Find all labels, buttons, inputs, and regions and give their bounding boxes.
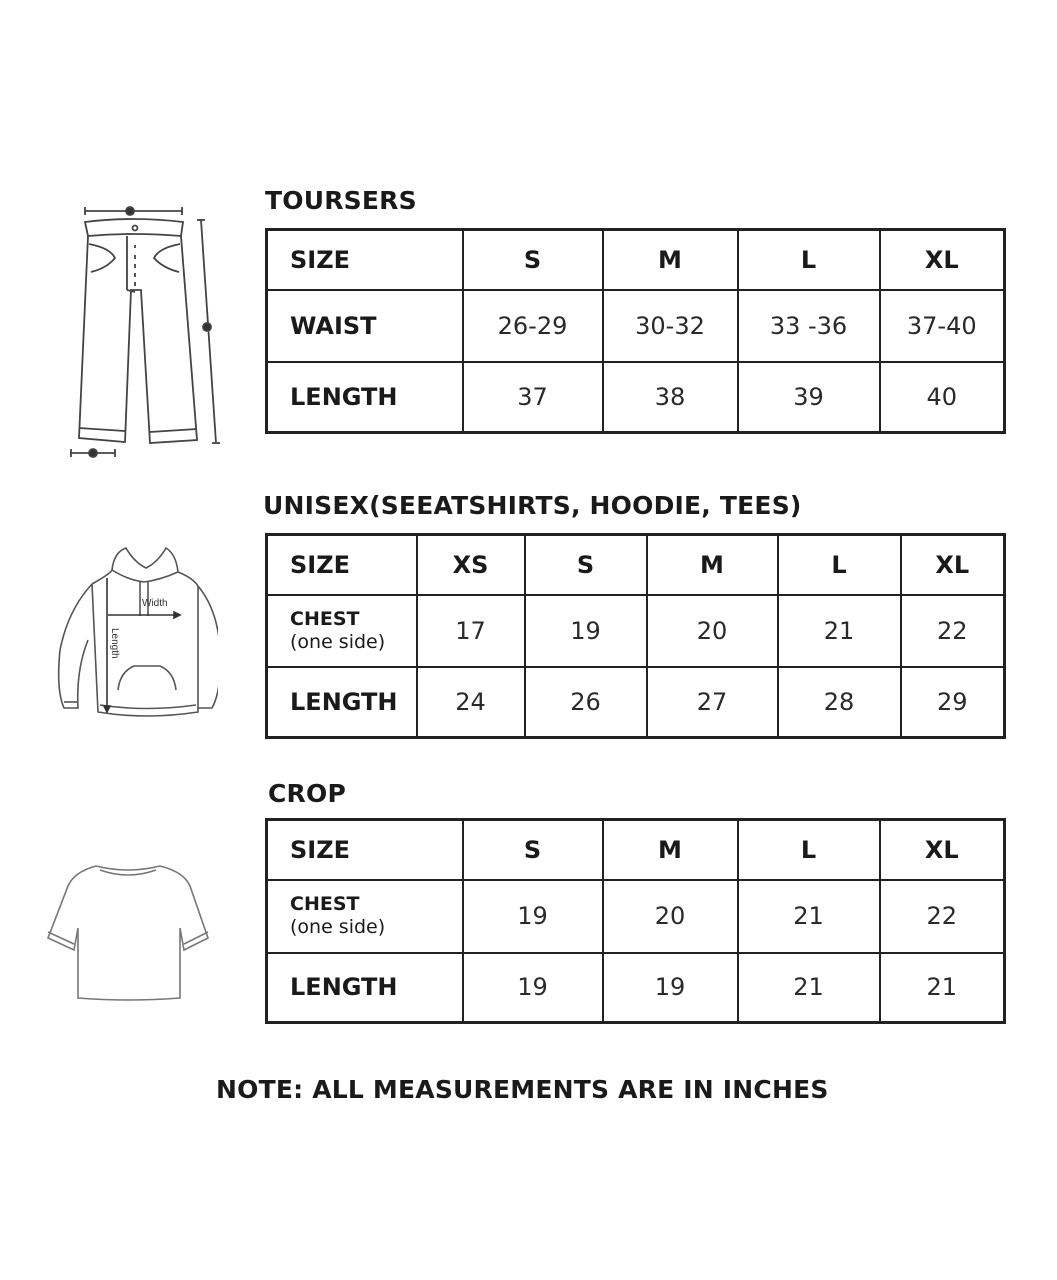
cell-waist-s: 26-29 [463,290,603,362]
row-label-length: LENGTH [267,953,463,1023]
table-row-length [267,953,1005,1023]
cell-length-s: 37 [463,362,603,433]
header-size-l: L [738,820,880,880]
row-label-chest-main: CHEST [290,607,360,630]
measurement-note: NOTE: ALL MEASUREMENTS ARE IN INCHES [216,1075,829,1104]
cell-length-m: 19 [603,953,738,1023]
header-size-s: S [463,820,603,880]
cell-chest-l: 21 [778,595,901,667]
cell-length-xl: 29 [901,667,1005,738]
hoodie-length-label: Length [109,628,120,659]
table-row-length [267,667,1005,738]
table-row-chest [267,880,1005,953]
row-label-chest-sub: (one side) [290,916,386,938]
cell-chest-s: 19 [525,595,647,667]
cell-chest-m: 20 [647,595,778,667]
header-size-xl: XL [880,230,1005,290]
header-size-s: S [525,535,647,595]
header-size-l: L [778,535,901,595]
cell-waist-xl: 37-40 [880,290,1005,362]
cell-length-xl: 21 [880,953,1005,1023]
cell-length-s: 26 [525,667,647,738]
cell-length-l: 21 [738,953,880,1023]
header-size-xl: XL [901,535,1005,595]
header-size-label: SIZE [267,535,417,595]
table-row-chest [267,595,1005,667]
cell-length-xs: 24 [417,667,525,738]
unisex-section-title: UNISEX(SEEATSHIRTS, HOODIE, TEES) [263,491,802,520]
cell-waist-l: 33 -36 [738,290,880,362]
cell-length-m: 27 [647,667,778,738]
trousers-size-table [265,228,1006,434]
table-header-row [267,820,1005,880]
cell-chest-xs: 17 [417,595,525,667]
hoodie-illustration-icon [48,540,218,725]
row-label-chest-sub: (one side) [290,630,386,653]
header-size-xs: XS [417,535,525,595]
cell-chest-m: 20 [603,880,738,953]
cell-length-s: 19 [463,953,603,1023]
cell-length-l: 39 [738,362,880,433]
cell-chest-xl: 22 [901,595,1005,667]
trousers-illustration-icon [55,200,225,470]
row-label-waist: WAIST [267,290,463,362]
cell-length-xl: 40 [880,362,1005,433]
row-label-chest [267,880,463,953]
cell-length-m: 38 [603,362,738,433]
header-size-s: S [463,230,603,290]
row-label-length: LENGTH [267,362,463,433]
header-size-m: M [647,535,778,595]
header-size-m: M [603,820,738,880]
header-size-label: SIZE [267,820,463,880]
crop-tee-illustration-icon [44,858,214,1006]
hoodie-width-label: Width [142,598,168,609]
table-row-length [267,362,1005,433]
crop-size-table [265,818,1006,1024]
row-label-chest-main: CHEST [290,893,360,915]
table-header-row [267,230,1005,290]
trousers-section-title: TOURSERS [265,186,417,215]
crop-section-title: CROP [268,779,346,808]
header-size-xl: XL [880,820,1005,880]
cell-waist-m: 30-32 [603,290,738,362]
cell-chest-xl: 22 [880,880,1005,953]
table-header-row [267,535,1005,595]
unisex-size-table [265,533,1006,739]
header-size-label: SIZE [267,230,463,290]
cell-length-l: 28 [778,667,901,738]
row-label-length: LENGTH [267,667,417,738]
cell-chest-s: 19 [463,880,603,953]
header-size-l: L [738,230,880,290]
table-row-waist [267,290,1005,362]
cell-chest-l: 21 [738,880,880,953]
header-size-m: M [603,230,738,290]
row-label-chest [267,595,417,667]
